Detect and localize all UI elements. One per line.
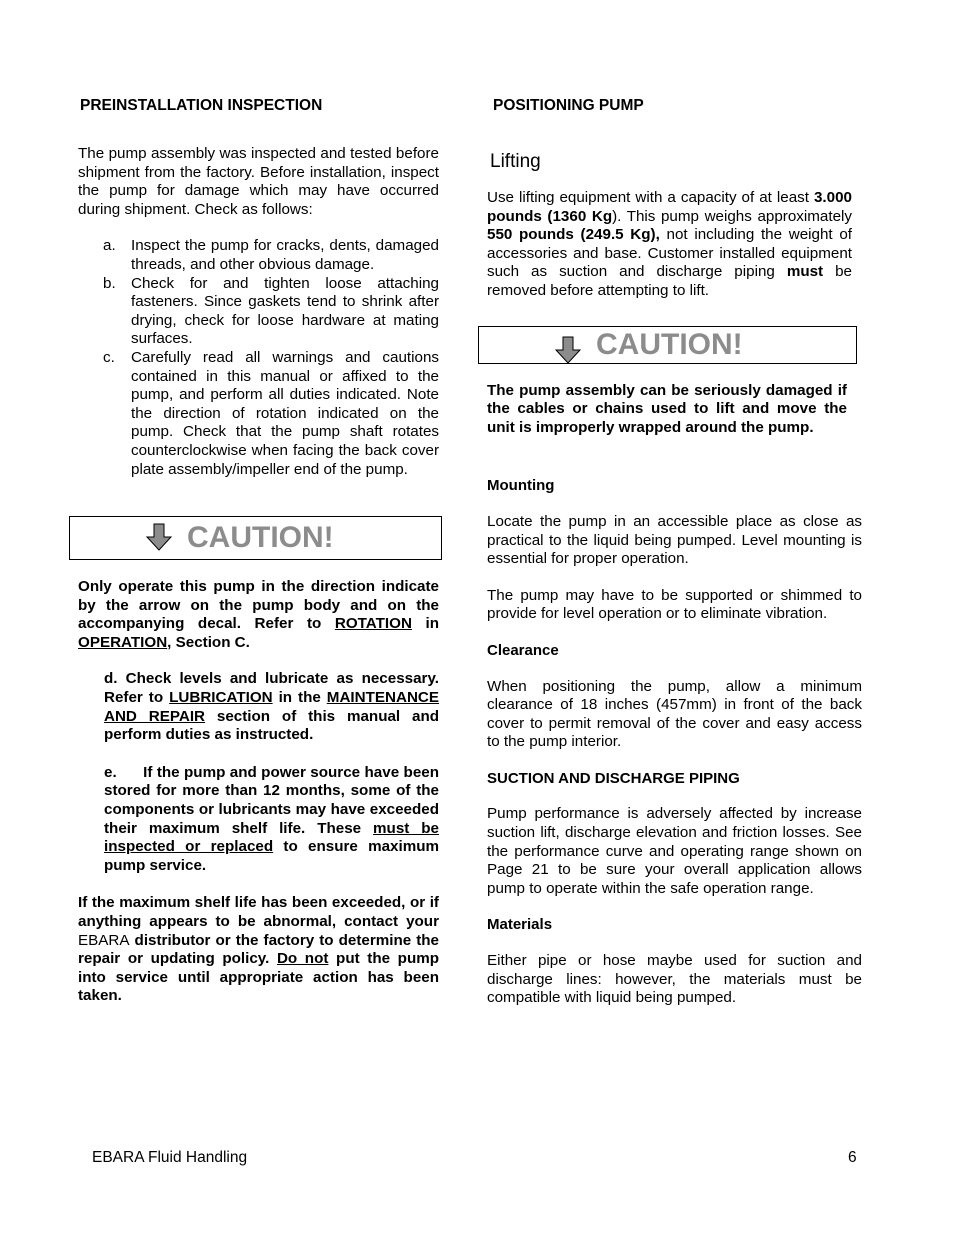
inspect-replace-emphasis: must be inspected or replaced	[104, 819, 439, 856]
lifting-text: Use lifting equipment with a capacity of at least	[487, 189, 814, 206]
caution-text-lifting: The pump assembly can be seriously damaged if the cables or chains used to lift and move the unit is improperly wrapped around the pump.	[487, 381, 847, 436]
subheading-suction-discharge: SUCTION AND DISCHARGE PIPING	[487, 769, 740, 787]
item-d-text: d. Check levels and lubricate as necessary. Refer to	[104, 670, 439, 707]
caution-text-rotation	[78, 578, 439, 652]
pump-weight: 550 pounds (249.5 Kg),	[487, 226, 660, 244]
preinstallation-intro: The pump assembly was inspected and tested before shipment from the factory. Before installation, inspect the pump for damage which may have occurred during shipment. Check as follows:	[78, 145, 439, 218]
item-d-lubrication	[78, 670, 439, 744]
item-e-text: If the pump and power source have been stored for more than 12 months, some of the components or lubricants may have exceeded their maximum shelf life. These	[104, 763, 439, 837]
materials-paragraph: Either pipe or hose maybe used for suction and discharge lines: however, the materials must be compatible with liquid being pumped.	[487, 952, 862, 1007]
list-item	[78, 237, 439, 274]
caution-label: CAUTION!	[187, 521, 334, 555]
item-d-text: in the	[272, 689, 327, 707]
list-item-marker: b.	[103, 274, 116, 292]
left-column	[78, 96, 439, 1006]
subheading-clearance: Clearance	[487, 641, 559, 659]
item-e-storage	[78, 764, 439, 876]
lifting-text: be removed before attempting to lift.	[487, 263, 852, 299]
maintenance-repair-reference: MAINTENANCE AND REPAIR	[104, 689, 440, 725]
clearance-paragraph: When positioning the pump, allow a minimum clearance of 18 inches (457mm) in front of the back cover to permit removal of the cover and easy access to the pump interior.	[487, 677, 862, 751]
inspection-list	[78, 237, 439, 479]
rotation-reference: ROTATION	[334, 615, 412, 633]
down-arrow-icon	[554, 336, 582, 364]
caution-text-part: Only operate this pump in the direction indicate by the arrow on the pump body and on the accompanying decal. Refer to	[78, 578, 439, 633]
item-e-text: to ensure maximum pump service.	[104, 838, 440, 874]
subheading-mounting: Mounting	[487, 477, 555, 495]
caution-box-lifting	[478, 326, 857, 364]
down-arrow-icon	[145, 523, 173, 551]
list-item	[78, 349, 439, 479]
shelf-life-notice	[78, 894, 439, 1006]
suction-paragraph: Pump performance is adversely affected by increase suction lift, discharge elevation and friction losses. See the performance curve and operating range shown on Page 21 to be sure your overall application allows pump to operate within the safe operation range.	[487, 805, 862, 897]
list-item-marker: a.	[103, 237, 116, 255]
notice-text: If the maximum shelf life has been exceeded, or if anything appears to be abnormal, contact your	[78, 894, 439, 930]
caution-text-part: in	[411, 615, 439, 633]
subheading-materials: Materials	[487, 916, 553, 934]
caution-label: CAUTION!	[596, 327, 743, 361]
item-e-marker: e.	[104, 763, 117, 781]
must-emphasis: must	[786, 263, 824, 281]
list-item-text: Carefully read all warnings and cautions contained in this manual or affixed to the pump, and perform all duties indicated. Note the direction of rotation indicated on the pump. Check that the pump shaft rotates counterclockwise when facing the back cover plate assembly/impeller end of the pump.	[131, 348, 439, 478]
section-heading-preinstallation: PREINSTALLATION INSPECTION	[80, 97, 323, 114]
list-item-text: Inspect the pump for cracks, dents, damaged threads, and other obvious damage.	[131, 237, 439, 273]
right-column	[487, 96, 862, 1008]
lifting-text: ). This pump weighs approximately	[612, 207, 852, 225]
subheading-lifting: Lifting	[490, 151, 541, 172]
lifting-capacity: 3.000 pounds (1360 Kg	[487, 189, 852, 225]
lifting-text: not including the weight of accessories and base. Customer installed equipment such as suction and discharge piping	[487, 226, 853, 281]
notice-text: put the pump into service until appropriate action has been taken.	[78, 950, 440, 1005]
footer-page-number: 6	[848, 1149, 857, 1166]
lifting-paragraph	[487, 189, 852, 301]
lubrication-reference: LUBRICATION	[169, 689, 273, 707]
notice-text: distributor or the factory to determine the repair or updating policy.	[78, 931, 439, 968]
caution-box-rotation	[69, 516, 442, 560]
do-not-emphasis: Do not	[276, 950, 329, 968]
operation-reference: OPERATION	[78, 633, 168, 651]
list-item-text: Check for and tighten loose attaching fasteners. Since gaskets tend to shrink after drying, check for loose hardware at mating surfaces.	[131, 274, 439, 348]
mounting-paragraph-2: The pump may have to be supported or shimmed to provide for level operation or to eliminate vibration.	[487, 586, 862, 623]
brand-name: EBARA	[78, 931, 130, 949]
footer-company: EBARA Fluid Handling	[92, 1149, 248, 1166]
section-heading-positioning: POSITIONING PUMP	[493, 97, 644, 114]
mounting-paragraph-1: Locate the pump in an accessible place as close as practical to the liquid being pumped. Level mounting is essential for proper operation.	[487, 512, 862, 568]
caution-text-part: , Section C.	[167, 633, 250, 651]
list-item	[78, 275, 439, 349]
list-item-marker: c.	[103, 348, 115, 366]
item-d-text: section of this manual and perform duties as instructed.	[104, 707, 439, 744]
